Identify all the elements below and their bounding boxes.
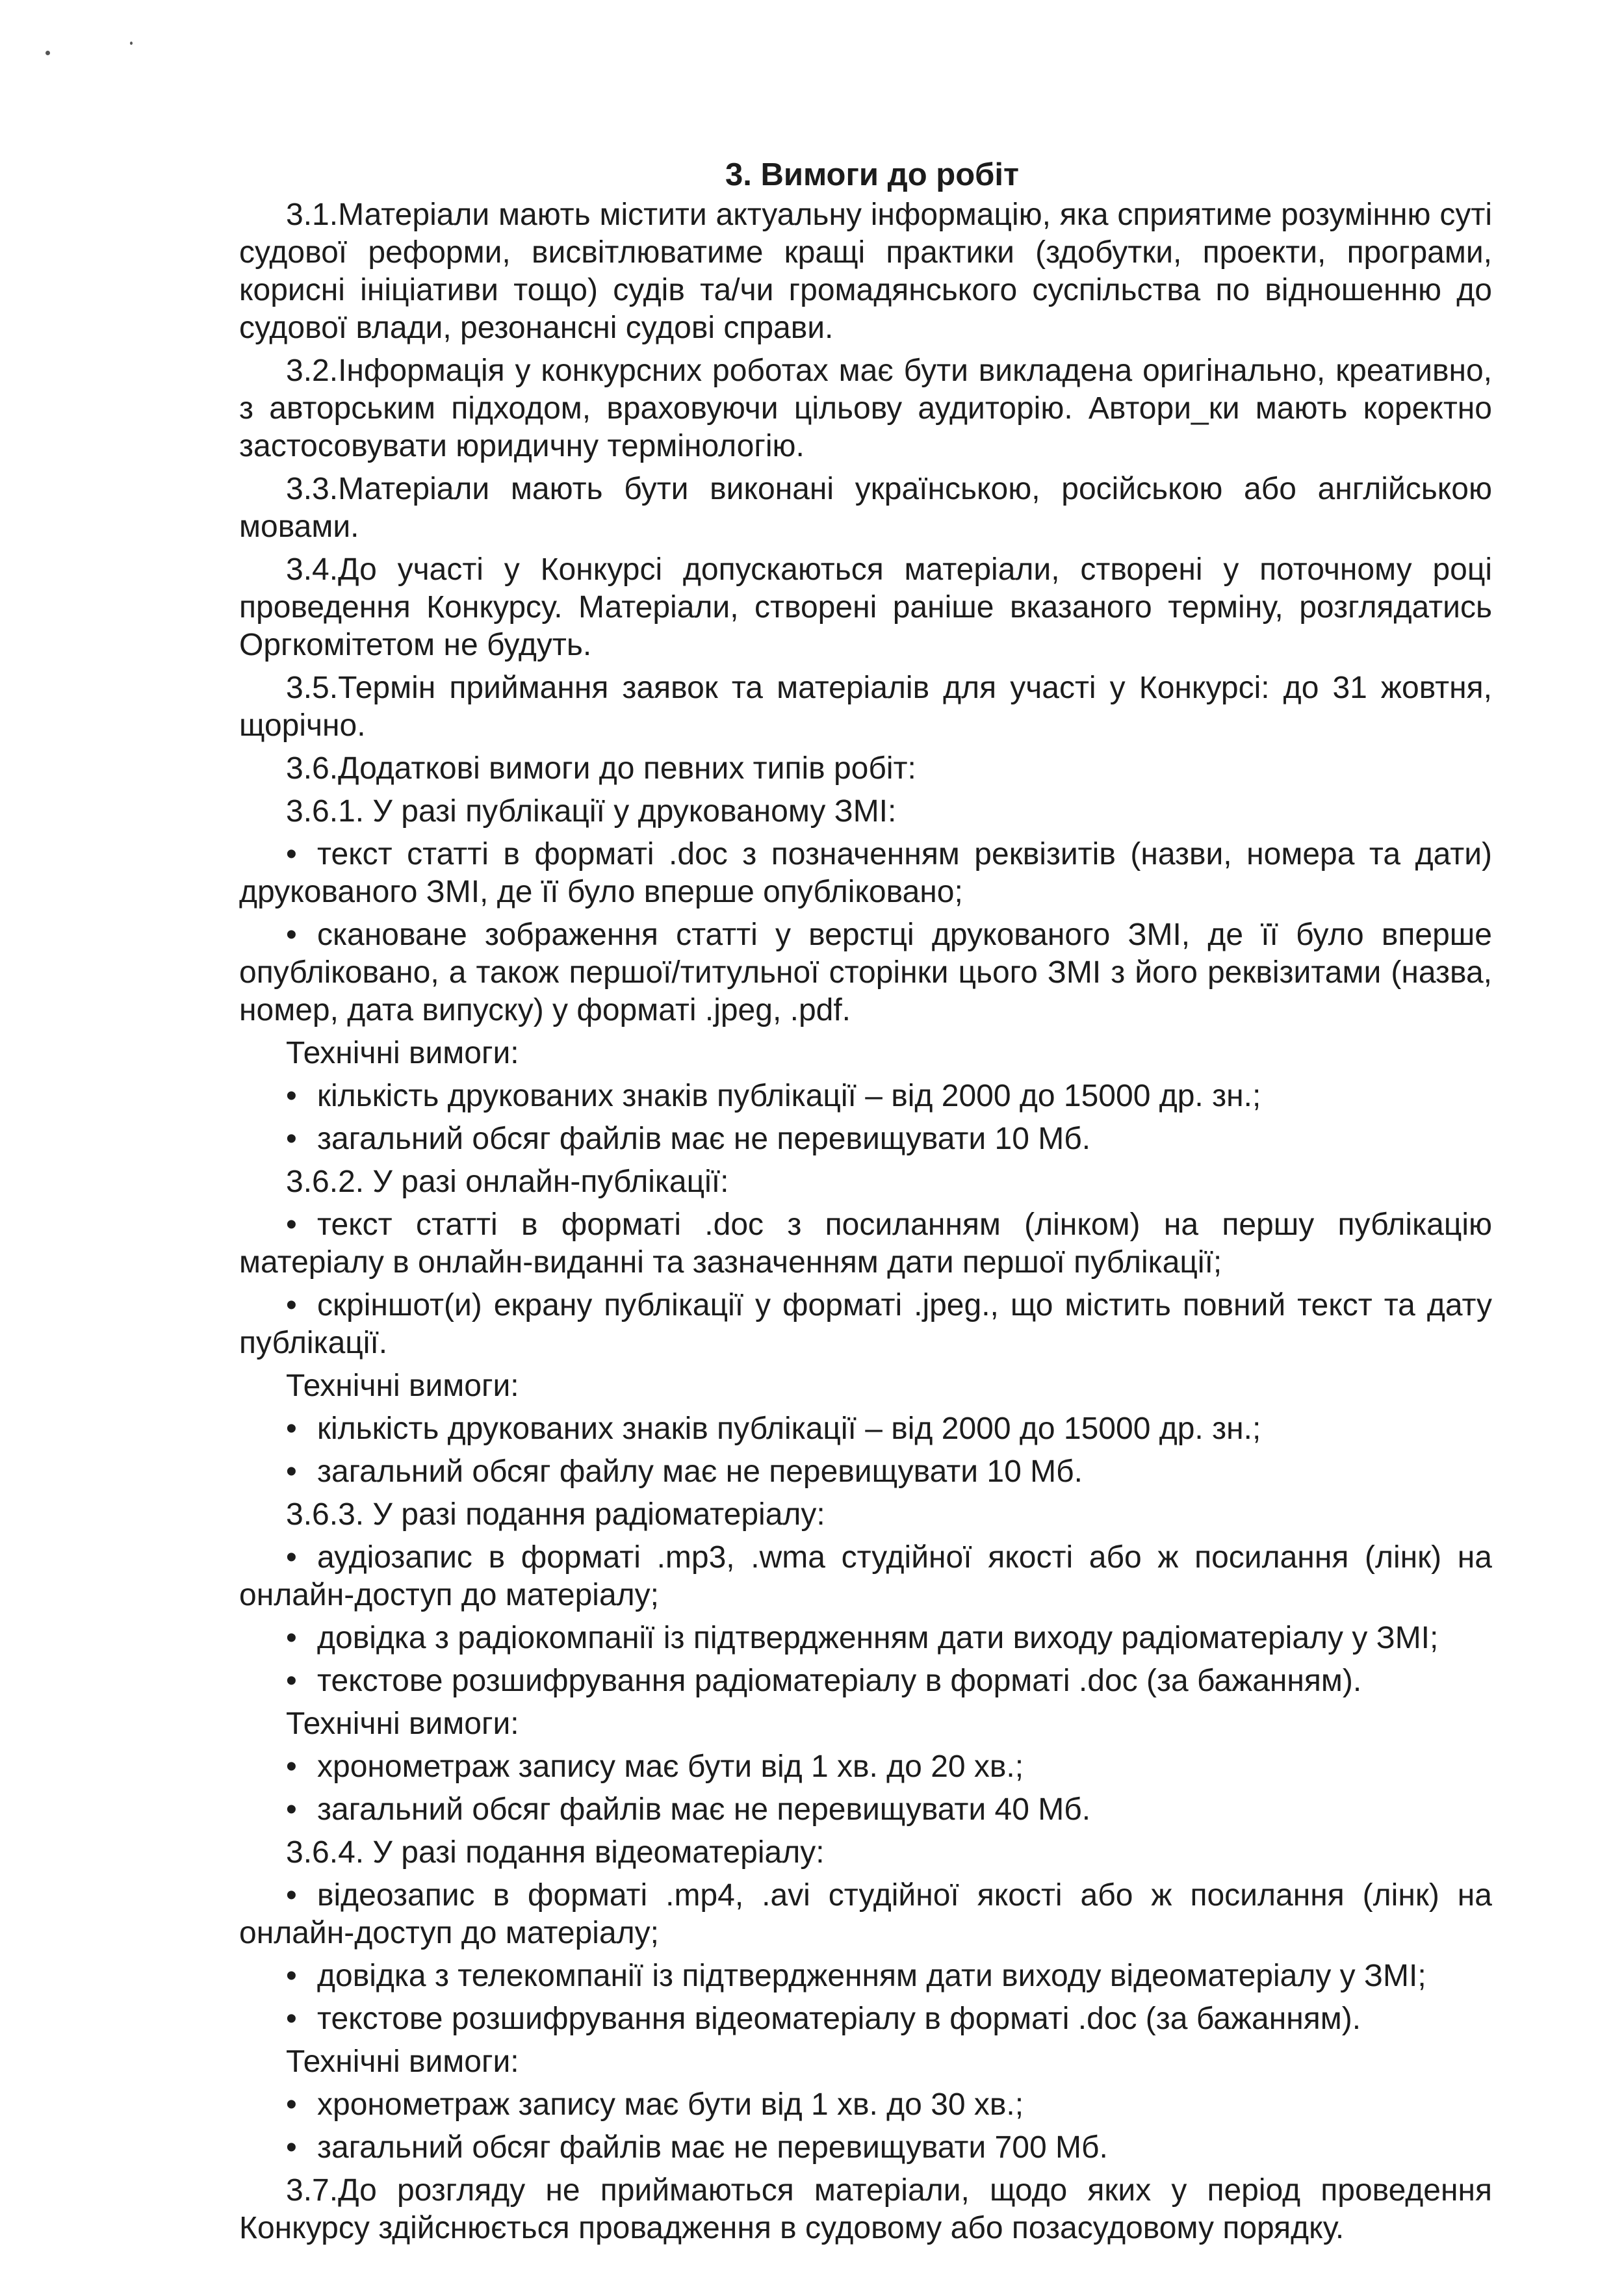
list-item-text: кількість друкованих знаків публікації – від 2000 до 15000 др. зн.; (317, 1412, 1261, 1446)
list-item-text: загальний обсяг файлів має не перевищувати 40 Мб. (317, 1792, 1091, 1827)
list-item-text: кількість друкованих знаків публікації – від 2000 до 15000 др. зн.; (317, 1079, 1261, 1113)
paragraph-3-2: 3.2.Інформація у конкурсних роботах має бути викладена оригінально, креативно, з авторським підходом, враховуючи цільову аудиторію. Автори_ки мають коректно застосовувати юридичну термінологію. (239, 354, 1492, 463)
bullet-icon: • (286, 2130, 297, 2165)
tech-requirements-label: Технічні вимоги: (286, 1707, 519, 1741)
paragraph-3-6: 3.6.Додаткові вимоги до певних типів робіт: (286, 751, 916, 786)
paragraph-3-4: 3.4.До участі у Конкурсі допускаються матеріали, створені у поточному році проведення Конкурсу. Матеріали, створені раніше вказаного терміну, розглядатись Оргкомітетом не будуть. (239, 552, 1492, 662)
list-item-text: загальний обсяг файлів має не перевищувати 10 Мб. (317, 1122, 1091, 1156)
list-item-text: скріншот(и) екрану публікації у форматі .jpeg., що містить повний текст та дату публікації. (239, 1288, 1492, 1360)
paragraph-3-3: 3.3.Матеріали мають бути виконані українською, російською або англійською мовами. (239, 472, 1492, 544)
list-item (239, 1410, 1492, 1448)
subsection-3-6-1 (239, 793, 1492, 1158)
list-item (239, 1619, 1492, 1657)
subsection-3-6-4 (239, 1834, 1492, 2167)
list-item (239, 1957, 1492, 1995)
list-item (239, 916, 1492, 1029)
list-item-text: довідка з радіокомпанії із підтвердженням дати виходу радіоматеріалу у ЗМІ; (317, 1621, 1439, 1655)
bullet-icon: • (286, 2087, 297, 2122)
list-item (239, 1453, 1492, 1491)
subsection-heading: 3.6.3. У разі подання радіоматеріалу: (286, 1497, 825, 1532)
bullet-icon: • (286, 1207, 297, 1242)
paragraph-3-5: 3.5.Термін приймання заявок та матеріалів для участі у Конкурсі: до 31 жовтня, щорічно. (239, 671, 1492, 743)
list-item-text: аудіозапис в форматі .mp3, .wma студійної якості або ж посилання (лінк) на онлайн-доступ до матеріалу; (239, 1540, 1492, 1612)
list-item-text: загальний обсяг файлу має не перевищувати 10 Мб. (317, 1454, 1083, 1489)
bullet-icon: • (286, 1540, 297, 1575)
list-item-text: текст статті в форматі .doc з позначенням реквізитів (назви, номера та дати) друкованого ЗМІ, де її було вперше опубліковано; (239, 837, 1492, 909)
bullet-icon: • (286, 1079, 297, 1113)
list-item (239, 836, 1492, 911)
bullet-icon: • (286, 837, 297, 871)
bullet-icon: • (286, 1664, 297, 1698)
scan-speck (45, 51, 50, 55)
tech-requirements-label: Технічні вимоги: (286, 2044, 519, 2079)
list-item-text: текстове розшифрування радіоматеріалу в форматі .doc (за бажанням). (317, 1664, 1362, 1698)
list-item (239, 1662, 1492, 1700)
list-item (239, 1206, 1492, 1282)
bullet-icon: • (286, 1288, 297, 1322)
section-title: 3. Вимоги до робіт (725, 157, 1020, 192)
subsection-heading: 3.6.1. У разі публікації у друкованому ЗМІ: (286, 794, 897, 829)
tech-requirements-label: Технічні вимоги: (286, 1036, 519, 1070)
subsection-3-6-2 (239, 1163, 1492, 1491)
list-item (239, 1120, 1492, 1158)
list-item (239, 1077, 1492, 1115)
bullet-icon: • (286, 1749, 297, 1784)
list-item-text: хронометраж запису має бути від 1 хв. до 30 хв.; (317, 2087, 1024, 2122)
bullet-icon: • (286, 918, 297, 952)
list-item-text: довідка з телекомпанії із підтвердженням дати виходу відеоматеріалу у ЗМІ; (317, 1959, 1426, 1993)
list-item-text: загальний обсяг файлів має не перевищувати 700 Мб. (317, 2130, 1108, 2165)
list-item-text: текстове розшифрування відеоматеріалу в форматі .doc (за бажанням). (317, 2002, 1361, 2036)
bullet-icon: • (286, 1792, 297, 1827)
list-item (239, 1539, 1492, 1614)
bullet-icon: • (286, 1878, 297, 1913)
document-page (239, 156, 1492, 2252)
bullet-icon: • (286, 1454, 297, 1489)
list-item-text: сканoване зображення статті у верстці друкованого ЗМІ, де її було вперше опубліковано, а також першої/титульної сторінки цього ЗМІ з його реквізитами (назва, номер, дата випуску) у форматі .jpeg, .pdf. (239, 918, 1492, 1027)
list-item (239, 1877, 1492, 1952)
bullet-icon: • (286, 2002, 297, 2036)
list-item (239, 1287, 1492, 1362)
tech-requirements-label: Технічні вимоги: (286, 1369, 519, 1403)
list-item (239, 2000, 1492, 2038)
subsection-3-6-3 (239, 1496, 1492, 1829)
bullet-icon: • (286, 1621, 297, 1655)
bullet-icon: • (286, 1412, 297, 1446)
subsection-heading: 3.6.2. У разі онлайн-публікації: (286, 1165, 729, 1199)
list-item (239, 2129, 1492, 2167)
scan-speck (130, 42, 133, 45)
list-item (239, 1791, 1492, 1829)
list-item-text: текст статті в форматі .doc з посиланням (лінком) на першу публікацію матеріалу в онлайн-виданні та зазначенням дати першої публікації; (239, 1207, 1492, 1280)
subsection-heading: 3.6.4. У разі подання відеоматеріалу: (286, 1835, 825, 1870)
list-item (239, 1748, 1492, 1786)
bullet-icon: • (286, 1122, 297, 1156)
paragraph-3-1: 3.1.Матеріали мають містити актуальну інформацію, яка сприятиме розумінню суті судової реформи, висвітлюватиме кращі практики (здобутки, проекти, програми, корисні ініціативи тощо) судів та/чи громадянського суспільства по відношенню до судової влади, резонансні судові справи. (239, 198, 1492, 345)
list-item-text: відеозапис в форматі .mp4, .avi студійної якості або ж посилання (лінк) на онлайн-доступ до матеріалу; (239, 1878, 1492, 1950)
list-item (239, 2086, 1492, 2124)
paragraph-3-7: 3.7.До розгляду не приймаються матеріали, щодо яких у період проведення Конкурсу здійснюється провадження в судовому або позасудовому порядку. (239, 2173, 1492, 2245)
list-item-text: хронометраж запису має бути від 1 хв. до 20 хв.; (317, 1749, 1024, 1784)
bullet-icon: • (286, 1959, 297, 1993)
